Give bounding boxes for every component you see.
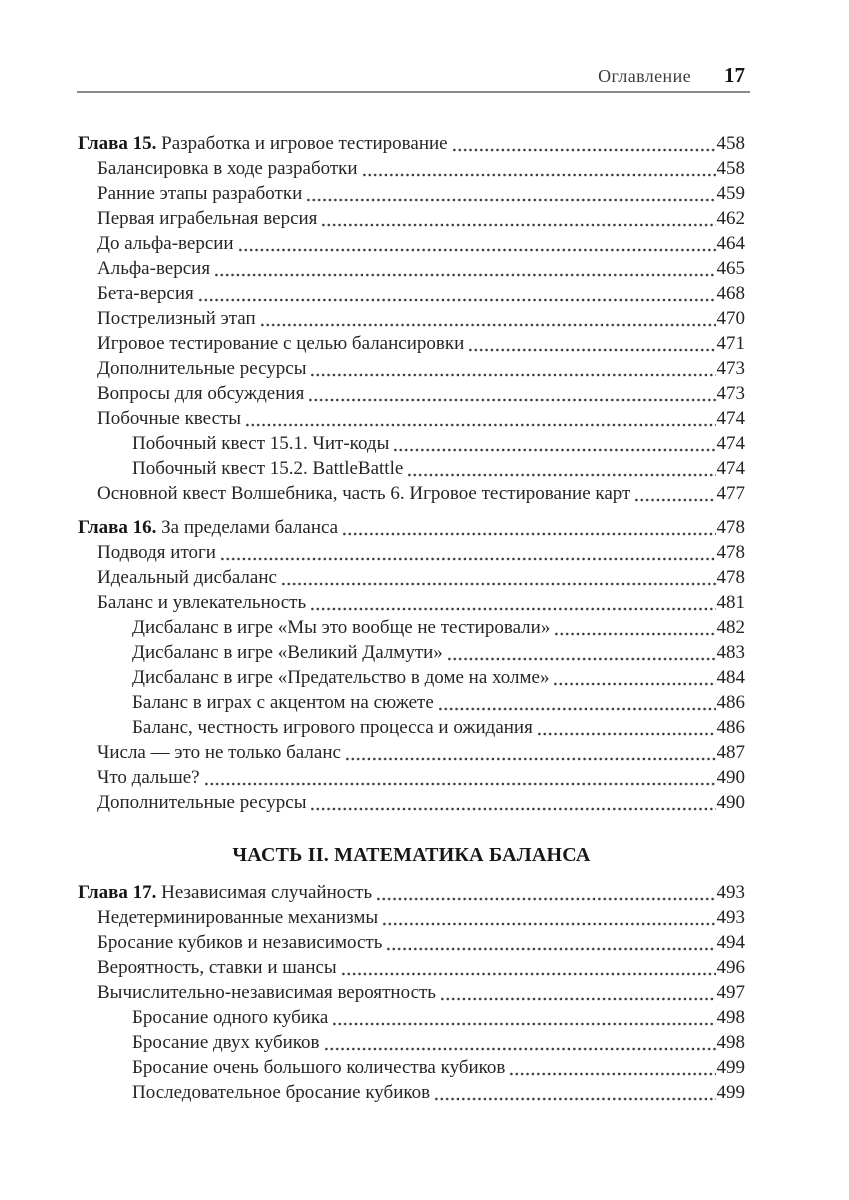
chapter-number-prefix: Глава 16. [78,517,157,538]
toc-entry [78,1055,745,1080]
toc-entry-page-number: 499 [716,1082,745,1103]
toc-entry [78,306,745,331]
toc-entry-page-number: 459 [716,183,745,204]
toc-entry-page-number: 478 [716,542,745,563]
toc-entry [78,156,745,181]
dotted-leader [538,732,716,736]
toc-entry [78,181,745,206]
dotted-leader [346,757,716,761]
toc-entry-page-number: 499 [716,1057,745,1078]
toc-entry-title: До альфа-версии [97,233,234,254]
toc-entry-title: Подводя итоги [97,542,216,563]
toc-entry [78,590,745,615]
toc-entry-title: Дисбаланс в игре «Великий Далмути» [132,642,443,663]
toc-entry-page-number: 473 [716,383,745,404]
chapter-title-text: Независимая случайность [161,882,373,903]
toc-entry-title: Игровое тестирование с целью балансировки [97,333,465,354]
dotted-leader [377,897,715,901]
toc-entry-page-number: 474 [716,433,745,454]
toc-entry [78,1080,745,1105]
toc-entry-title [78,880,372,905]
toc-entry-title: Вычислительно-независимая вероятность [97,982,436,1003]
toc-entry-page-number: 471 [716,333,745,354]
toc-entry-title: Бросание двух кубиков [132,1032,320,1053]
running-head-page-number: 17 [724,63,745,87]
toc-entry-title: Баланс, честность игрового процесса и ожидания [132,717,533,738]
toc-entry-title: Дополнительные ресурсы [97,792,307,813]
header-rule [77,91,750,93]
toc-entry [78,1030,745,1055]
toc-entry-title: Баланс и увлекательность [97,592,307,613]
toc-entry-page-number: 493 [716,907,745,928]
dotted-leader [439,707,716,711]
dotted-leader [311,607,715,611]
toc-entry [78,740,745,765]
dotted-leader [221,557,716,561]
toc-entry [78,406,745,431]
dotted-leader [453,148,716,152]
dotted-leader [309,398,715,402]
dotted-leader [448,657,716,661]
dotted-leader [333,1022,715,1026]
toc-entry-title: Дополнительные ресурсы [97,358,307,379]
toc-entry-page-number: 478 [716,517,745,538]
toc-entry-title: Числа — это не только баланс [97,742,341,763]
toc-entry [78,540,745,565]
toc-entry-page-number: 484 [716,667,745,688]
toc-entry-title: Пострелизный этап [97,308,256,329]
toc-entry-title: Дисбаланс в игре «Предательство в доме на холме» [132,667,550,688]
toc-entry [78,905,745,930]
toc-entry-title: Последовательное бросание кубиков [132,1082,431,1103]
toc-entry-page-number: 496 [716,957,745,978]
dotted-leader [282,582,716,586]
toc-entry [78,431,745,456]
toc-entry-page-number: 477 [716,483,745,504]
toc-entry-page-number: 474 [716,408,745,429]
toc-entry [78,481,745,506]
dotted-leader [311,373,715,377]
toc-entry-page-number: 462 [716,208,745,229]
toc-entry [78,456,745,481]
toc-entry [78,980,745,1005]
toc-entry-title: Ранние этапы разработки [97,183,303,204]
toc-entry-title: Бросание одного кубика [132,1007,329,1028]
toc-entry [78,880,745,905]
dotted-leader [435,1097,715,1101]
toc-entry-title: Бросание кубиков и независимость [97,932,383,953]
dotted-leader [343,532,715,536]
toc-entry [78,565,745,590]
dotted-leader [215,273,715,277]
toc-entry-page-number: 487 [716,742,745,763]
toc-entry-page-number: 490 [716,767,745,788]
toc-entry-title: Бета-версия [97,283,194,304]
toc-entry-title: Побочные квесты [97,408,242,429]
toc-entry [78,765,745,790]
toc-entry-title: Вероятность, ставки и шансы [97,957,337,978]
dotted-leader [383,922,715,926]
toc-entry-title: Вопросы для обсуждения [97,383,305,404]
toc-entry-page-number: 490 [716,792,745,813]
dotted-leader [363,173,716,177]
dotted-leader [239,248,716,252]
toc-entry-title [78,515,338,540]
toc-entry [78,665,745,690]
dotted-leader [635,498,715,502]
dotted-leader [322,223,715,227]
toc-entry [78,331,745,356]
toc-entry-page-number: 474 [716,458,745,479]
toc-entry-page-number: 493 [716,882,745,903]
dotted-leader [469,348,715,352]
toc-entry [78,515,745,540]
dotted-leader [325,1047,716,1051]
toc-entry [78,1005,745,1030]
toc-entry [78,206,745,231]
table-of-contents [78,131,745,1105]
toc-entry [78,715,745,740]
toc-entry-page-number: 481 [716,592,745,613]
dotted-leader [394,448,715,452]
toc-entry-page-number: 482 [716,617,745,638]
dotted-leader [311,807,715,811]
dotted-leader [441,997,716,1001]
toc-entry [78,256,745,281]
dotted-leader [261,323,716,327]
dotted-leader [199,298,716,302]
dotted-leader [555,632,715,636]
dotted-leader [408,473,715,477]
dotted-leader [387,947,715,951]
dotted-leader [554,682,715,686]
dotted-leader [246,423,715,427]
toc-entry [78,131,745,156]
toc-entry-title: Балансировка в ходе разработки [97,158,358,179]
toc-entry [78,281,745,306]
toc-entry-page-number: 498 [716,1032,745,1053]
toc-entry-page-number: 468 [716,283,745,304]
toc-entry-title: Побочный квест 15.1. Чит-коды [132,433,390,454]
toc-entry-title: Дисбаланс в игре «Мы это вообще не тестировали» [132,617,551,638]
toc-entry-page-number: 464 [716,233,745,254]
running-head [77,63,745,88]
dotted-leader [205,782,716,786]
toc-entry-page-number: 483 [716,642,745,663]
toc-entry [78,356,745,381]
part-heading: ЧАСТЬ II. МАТЕМАТИКА БАЛАНСА [232,844,591,866]
toc-entry-page-number: 458 [716,133,745,154]
chapter-number-prefix: Глава 17. [78,882,157,903]
toc-entry-title [78,131,448,156]
chapter-title-text: За пределами баланса [161,517,339,538]
dotted-leader [307,198,715,202]
toc-entry-page-number: 497 [716,982,745,1003]
dotted-leader [342,972,716,976]
toc-entry-title: Баланс в играх с акцентом на сюжете [132,692,434,713]
toc-entry-page-number: 486 [716,717,745,738]
toc-entry-title: Бросание очень большого количества кубиков [132,1057,506,1078]
toc-entry-page-number: 498 [716,1007,745,1028]
toc-entry [78,615,745,640]
toc-entry [78,790,745,815]
toc-entry [78,955,745,980]
toc-entry [78,690,745,715]
toc-entry-page-number: 470 [716,308,745,329]
toc-entry [78,640,745,665]
toc-entry [78,231,745,256]
toc-entry-title: Недетерминированные механизмы [97,907,379,928]
toc-entry-page-number: 473 [716,358,745,379]
toc-entry-page-number: 458 [716,158,745,179]
toc-entry [78,930,745,955]
running-head-title: Оглавление [598,66,691,86]
toc-entry-title: Что дальше? [97,767,200,788]
toc-entry-title: Альфа-версия [97,258,211,279]
chapter-title-text: Разработка и игровое тестирование [161,133,448,154]
toc-entry-title: Основной квест Волшебника, часть 6. Игровое тестирование карт [97,483,631,504]
chapter-number-prefix: Глава 15. [78,133,157,154]
toc-entry-page-number: 486 [716,692,745,713]
toc-entry-page-number: 494 [716,932,745,953]
toc-entry-title: Побочный квест 15.2. BattleBattle [132,458,404,479]
toc-entry-page-number: 478 [716,567,745,588]
toc-entry-title: Первая играбельная версия [97,208,318,229]
toc-entry-title: Идеальный дисбаланс [97,567,277,588]
dotted-leader [510,1072,715,1076]
toc-entry [78,381,745,406]
toc-entry-page-number: 465 [716,258,745,279]
